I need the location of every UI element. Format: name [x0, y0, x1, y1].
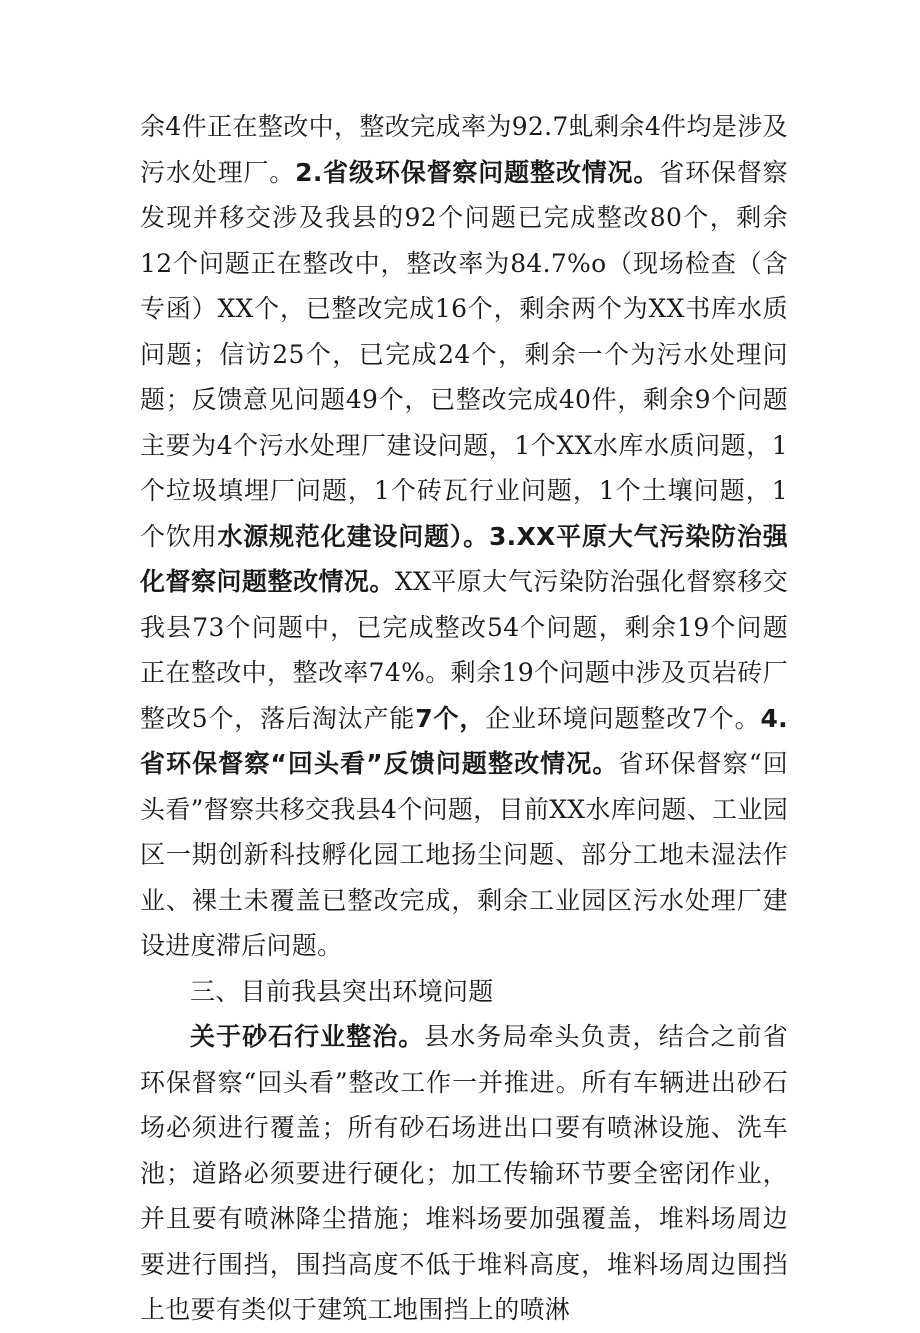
bold-subheading-look-back-feedback: 4.省环保督察“回头看”反馈问题整改情况。 — [140, 703, 788, 778]
text-segment: 省环保督察“回头看”督察共移交我县4个问题，目前XX水库问题、工业园区一期创新科技孵化园工地扬尘问题、部分工地未湿法作业、裸土未覆盖已整改完成，剩余工业园区污水处理厂建设进度滞后问题。 — [140, 749, 788, 960]
text-segment: 企业环境问题整改7个。 — [485, 703, 761, 733]
bold-subheading-plain-air-pollution: 水源规范化建设问题）。3.XX平原大气污染防治强化督察问题整改情况。 — [140, 521, 788, 596]
text-segment: 县水务局牵头负责，结合之前省环保督察“回头看”整改工作一并推进。所有车辆进出砂石场必须进行覆盖；所有砂石场进出口要有喷淋设施、洗车池；道路必须要进行硬化；加工传输环节要全密闭作业，并且要有喷淋降尘措施；堆料场要加强覆盖，堆料场周边要进行围挡，围挡高度不低于堆料高度，堆料场周边围挡上也要有类似于建筑工地围挡上的喷淋 — [140, 1022, 789, 1324]
bold-subheading-provincial-inspection: 2.省级环保督察问题整改情况。 — [295, 157, 660, 187]
bold-text-segment: 7个， — [415, 703, 486, 733]
paragraph-sand-gravel — [140, 1014, 788, 1333]
document-body — [140, 104, 788, 1333]
paragraph-rectification-status — [140, 104, 788, 969]
bold-subheading-sand-gravel: 关于砂石行业整治。 — [190, 1022, 425, 1051]
text-segment: XX平原大气污染防治强化督察移交我县73个问题中，已完成整改54个问题，剩余19个问题正在整改中，整改率74%。剩余19个问题中涉及页岩砖厂整改5个，落后淘汰产能 — [140, 567, 788, 733]
text-segment: 省环保督察发现并移交涉及我县的92个问题已完成整改80个，剩余12个问题正在整改中，整改率为84.7%o（现场检查（含专函）XX个，已整改完成16个，剩余两个为XX书库水质问题；信访25个，已完成24个，剩余一个为污水处理问题；反馈意见问题49个，已整改完成40件，剩余9个问题主要为4个污水处理厂建设问题，1个XX水库水质问题，1个垃圾填埋厂问题，1个砖瓦行业问题，1个土壤问题，1个饮用 — [140, 157, 788, 551]
section-heading: 三、目前我县突出环境问题 — [190, 976, 494, 1006]
text-segment: 余4件正在整改中，整改完成率为92.7虬剩余4件均是涉及污水处理厂。 — [140, 112, 788, 187]
